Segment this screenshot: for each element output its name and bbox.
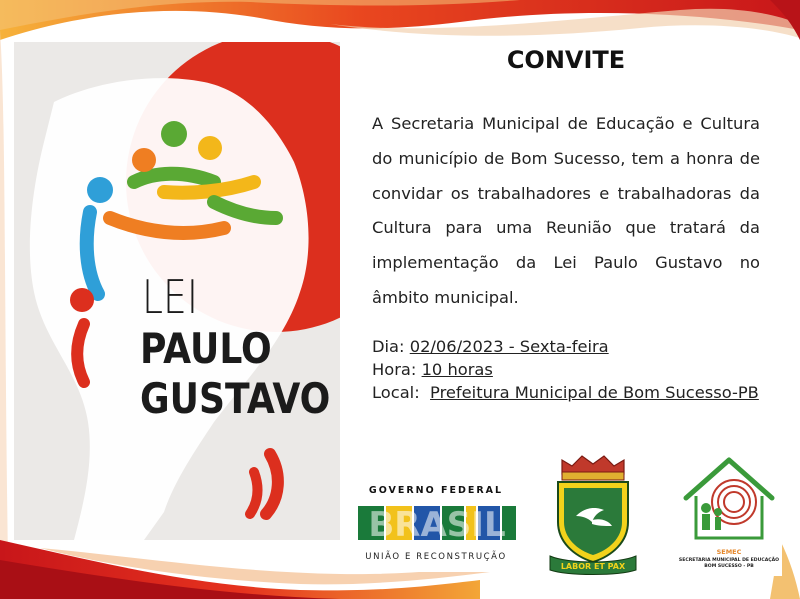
event-details bbox=[372, 335, 760, 404]
semec-sub-2: BOM SUCESSO - PB bbox=[704, 563, 754, 569]
brasao-motto: LABOR ET PAX bbox=[560, 562, 626, 571]
poster-line-gustavo: GUSTAVO bbox=[140, 374, 331, 423]
semec-house-emblem bbox=[676, 452, 782, 548]
semec-logo bbox=[676, 452, 782, 576]
poster-line-paulo: PAULO bbox=[140, 324, 272, 373]
hour-value: 10 horas bbox=[421, 360, 493, 379]
brasil-wordmark bbox=[358, 500, 516, 546]
hour-label: Hora: bbox=[372, 360, 417, 379]
gov-top-text: GOVERNO FEDERAL bbox=[368, 485, 504, 496]
invitation-body: A Secretaria Municipal de Educação e Cultura do município de Bom Sucesso, tem a honra de convidar os trabalhadores e trabalhadoras da Cultura para uma Reunião que tratará da implementação da Lei Paulo Gustavo no âmbito municipal. bbox=[372, 114, 760, 307]
municipal-coat-of-arms bbox=[548, 452, 638, 578]
place-label: Local: bbox=[372, 383, 420, 402]
semec-name: SEMEC bbox=[716, 548, 742, 556]
semec-sub-1: SECRETARIA MUNICIPAL DE EDUCAÇÃO bbox=[678, 558, 780, 563]
place-value: Prefeitura Municipal de Bom Sucesso-PB bbox=[430, 383, 759, 402]
semec-subtitle bbox=[676, 558, 782, 569]
gov-bottom-text: UNIÃO E RECONSTRUÇÃO bbox=[365, 552, 507, 562]
brasil-word-text: BRASIL bbox=[368, 505, 506, 545]
lei-paulo-gustavo-poster bbox=[14, 42, 340, 540]
day-value: 02/06/2023 - Sexta-feira bbox=[409, 337, 609, 356]
day-label: Dia: bbox=[372, 337, 405, 356]
day-row bbox=[372, 335, 760, 358]
place-row bbox=[372, 381, 760, 404]
invitation-title: CONVITE bbox=[506, 46, 626, 74]
governo-federal-logo bbox=[350, 480, 522, 572]
poster-line-lei: LEI bbox=[142, 270, 198, 324]
hour-row bbox=[372, 358, 760, 381]
